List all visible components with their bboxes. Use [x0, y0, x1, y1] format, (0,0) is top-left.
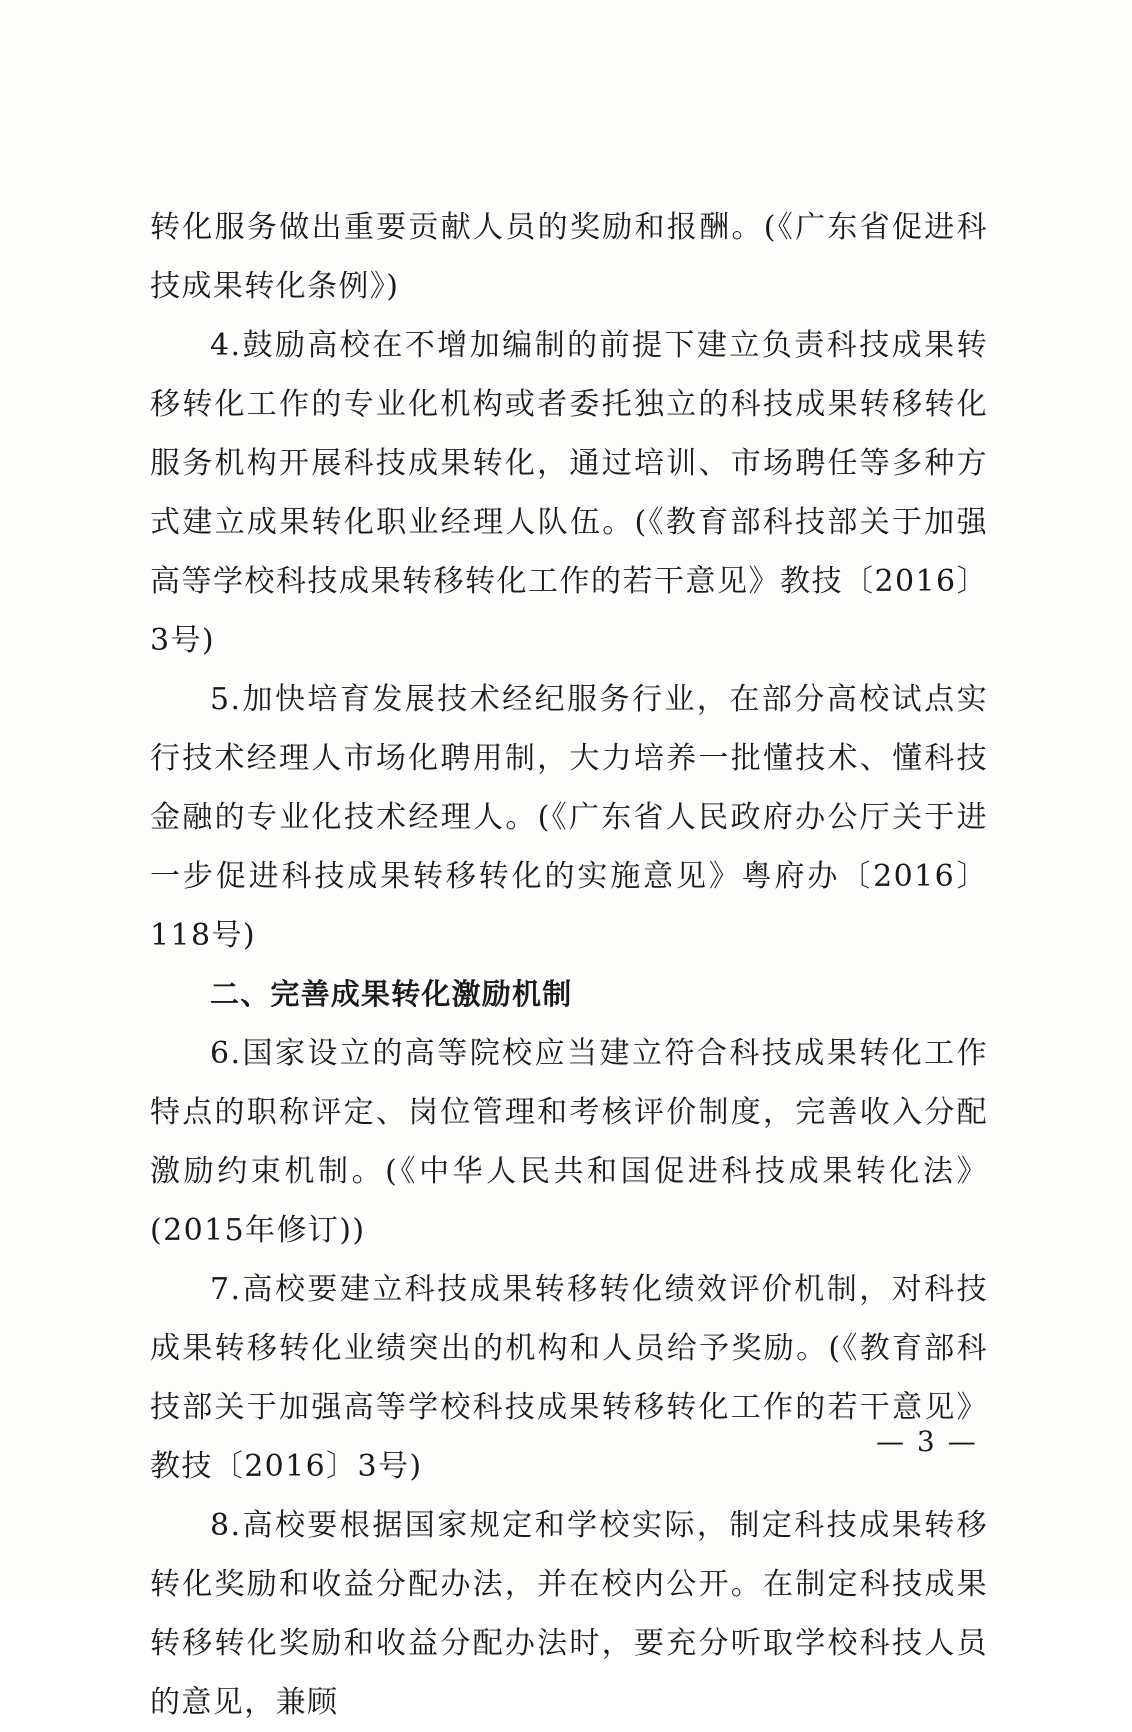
document-body	[150, 198, 988, 1732]
paragraph-item-4: 4.鼓励高校在不增加编制的前提下建立负责科技成果转移转化工作的专业化机构或者委托独立的科技成果转移转化服务机构开展科技成果转化，通过培训、市场聘任等多种方式建立成果转化职业经理人队伍。(《教育部科技部关于加强高等学校科技成果转移转化工作的若干意见》教技〔2016〕3号)	[150, 328, 988, 658]
page-number: — 3 —	[876, 1425, 978, 1458]
paragraph-item-8: 8.高校要根据国家规定和学校实际，制定科技成果转移转化奖励和收益分配办法，并在校内公开。在制定科技成果转移转化奖励和收益分配办法时，要充分听取学校科技人员的意见，兼顾	[150, 1508, 988, 1720]
paragraph-item-5: 5.加快培育发展技术经纪服务行业，在部分高校试点实行技术经理人市场化聘用制，大力培养一批懂技术、懂科技金融的专业化技术经理人。(《广东省人民政府办公厅关于进一步促进科技成果转移转化的实施意见》粤府办〔2016〕118号)	[150, 682, 988, 953]
paragraph-continuation: 转化服务做出重要贡献人员的奖励和报酬。(《广东省促进科技成果转化条例》)	[150, 210, 988, 304]
section-heading: 二、完善成果转化激励机制	[210, 977, 573, 1011]
paragraph-item-6: 6.国家设立的高等院校应当建立符合科技成果转化工作特点的职称评定、岗位管理和考核评价制度，完善收入分配激励约束机制。(《中华人民共和国促进科技成果转化法》(2015年修订))	[150, 1036, 988, 1248]
paragraph-item-7: 7.高校要建立科技成果转移转化绩效评价机制，对科技成果转移转化业绩突出的机构和人员给予奖励。(《教育部科技部关于加强高等学校科技成果转移转化工作的若干意见》教技〔2016〕3号)	[150, 1272, 988, 1484]
